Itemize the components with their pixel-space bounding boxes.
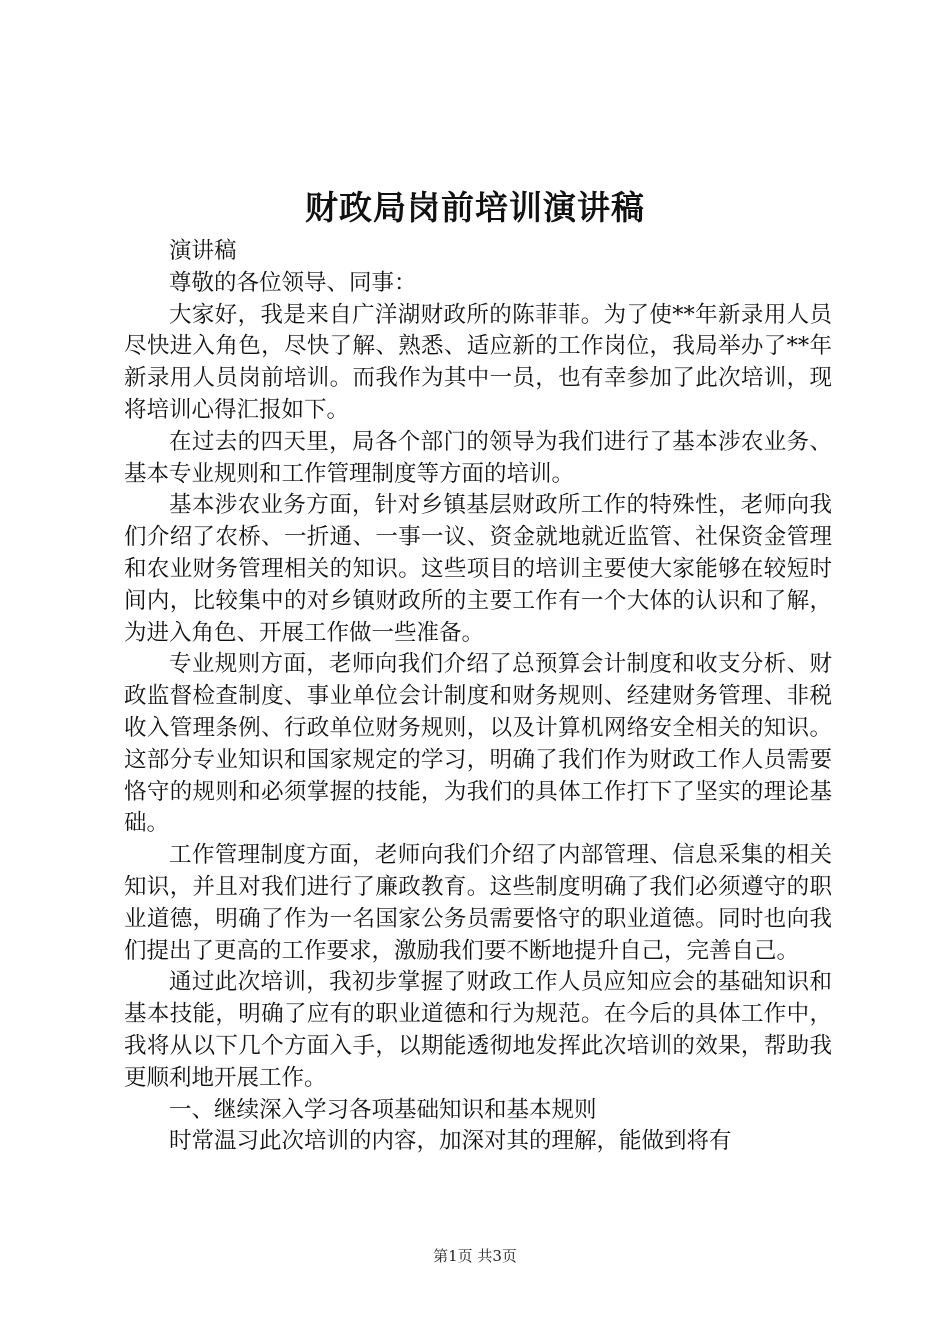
- paragraph-professional-rules: 专业规则方面，老师向我们介绍了总预算会计制度和收支分析、财政监督检查制度、事业单位会计制度和财务规则、经建财务管理、非税收入管理条例、行政单位财务规则，以及计算机网络安全相关的知识。这部分专业知识和国家规定的学习，明确了我们作为财政工作人员需要恪守的规则和必须掌握的技能，为我们的具体工作打下了坚实的理论基础。: [124, 651, 832, 837]
- paragraph-section-1: 时常温习此次培训的内容，加深对其的理解，能做到将有: [169, 1128, 732, 1155]
- paragraph-overview: 在过去的四天里，局各个部门的领导为我们进行了基本涉农业务、基本专业规则和工作管理制度等方面的培训。: [124, 428, 832, 487]
- paragraph-agriculture: 基本涉农业务方面，针对乡镇基层财政所工作的特殊性，老师向我们介绍了农桥、一折通、一事一议、资金就地就近监管、社保资金管理和农业财务管理相关的知识。这些项目的培训主要使大家能够在较短时间内，比较集中的对乡镇财政所的主要工作有一个大体的认识和了解，为进入角色、开展工作做一些准备。: [124, 492, 832, 646]
- paragraph-salutation: 尊敬的各位领导、同事：: [169, 269, 417, 296]
- section-heading-1: 一、继续深入学习各项基础知识和基本规则: [169, 1096, 597, 1123]
- document-title: 财政局岗前培训演讲稿: [305, 188, 645, 227]
- document-body: [124, 236, 832, 1158]
- paragraph-intro: 大家好，我是来自广洋湖财政所的陈菲菲。为了使**年新录用人员尽快进入角色，尽快了解、熟悉、适应新的工作岗位，我局举办了**年新录用人员岗前培训。而我作为其中一员，也有幸参加了此次培训，现将培训心得汇报如下。: [124, 301, 832, 423]
- page-footer: 第1页 共3页: [433, 1247, 517, 1265]
- paragraph-management: 工作管理制度方面，老师向我们介绍了内部管理、信息采集的相关知识，并且对我们进行了廉政教育。这些制度明确了我们必须遵守的职业道德，明确了作为一名国家公务员需要恪守的职业道德。同时也向我们提出了更高的工作要求，激励我们要不断地提升自己，完善自己。: [124, 842, 832, 964]
- paragraph-summary: 通过此次培训，我初步掌握了财政工作人员应知应会的基础知识和基本技能，明确了应有的职业道德和行为规范。在今后的具体工作中，我将从以下几个方面入手，以期能透彻地发挥此次培训的效果，帮助我更顺利地开展工作。: [124, 969, 832, 1091]
- paragraph-label: 演讲稿: [169, 238, 237, 264]
